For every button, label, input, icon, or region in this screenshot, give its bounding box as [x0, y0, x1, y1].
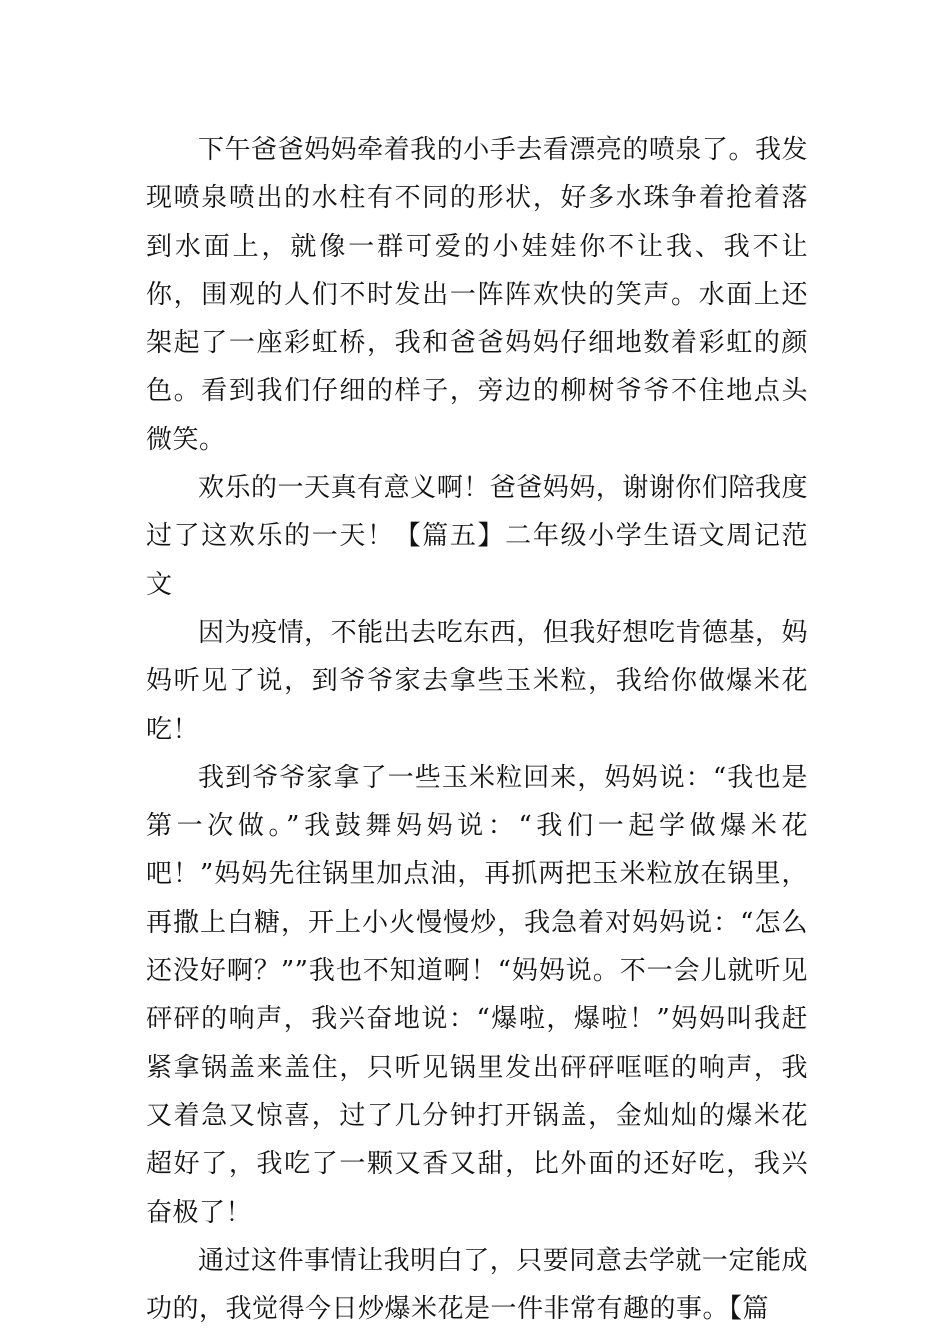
- paragraph-conclusion: 通过这件事情让我明白了，只要同意去学就一定能成功的，我觉得今日炒爆米花是一件非常有趣的事。【篇: [146, 1245, 808, 1325]
- document-body: [146, 126, 808, 1333]
- paragraph-fountain: 下午爸爸妈妈牵着我的小手去看漂亮的喷泉了。我发现喷泉喷出的水柱有不同的形状，好多水珠争着抢着落到水面上，就像一群可爱的小娃娃你不让我、我不让你，围观的人们不时发出一阵阵欢快的笑声。水面上还架起了一座彩虹桥，我和爸爸妈妈仔细地数着彩虹的颜色。看到我们仔细的样子，旁边的柳树爷爷不住地点头微笑。: [146, 135, 808, 455]
- paragraph-popcorn: 我到爷爷家拿了一些玉米粒回来，妈妈说：“我也是第一次做。”我鼓舞妈妈说：“我们一起学做爆米花吧！”妈妈先往锅里加点油，再抓两把玉米粒放在锅里，再撒上白糖，开上小火慢慢炒，我急着对妈妈说：“怎么还没好啊？””我也不知道啊！“妈妈说。不一会儿就听见砰砰的响声，我兴奋地说：“爆啦，爆啦！”妈妈叫我赶紧拿锅盖来盖住，只听见锅里发出砰砰哐哐的响声，我又着急又惊喜，过了几分钟打开锅盖，金灿灿的爆米花超好了，我吃了一颗又香又甜，比外面的还好吃，我兴奋极了！: [146, 762, 808, 1228]
- paragraph-happy-day: 欢乐的一天真有意义啊！爸爸妈妈，谢谢你们陪我度过了这欢乐的一天！【篇五】二年级小学生语文周记范文: [146, 473, 808, 600]
- paragraph-epidemic: 因为疫情，不能出去吃东西，但我好想吃肯德基，妈妈听见了说，到爷爷家去拿些玉米粒，我给你做爆米花吃！: [146, 617, 808, 745]
